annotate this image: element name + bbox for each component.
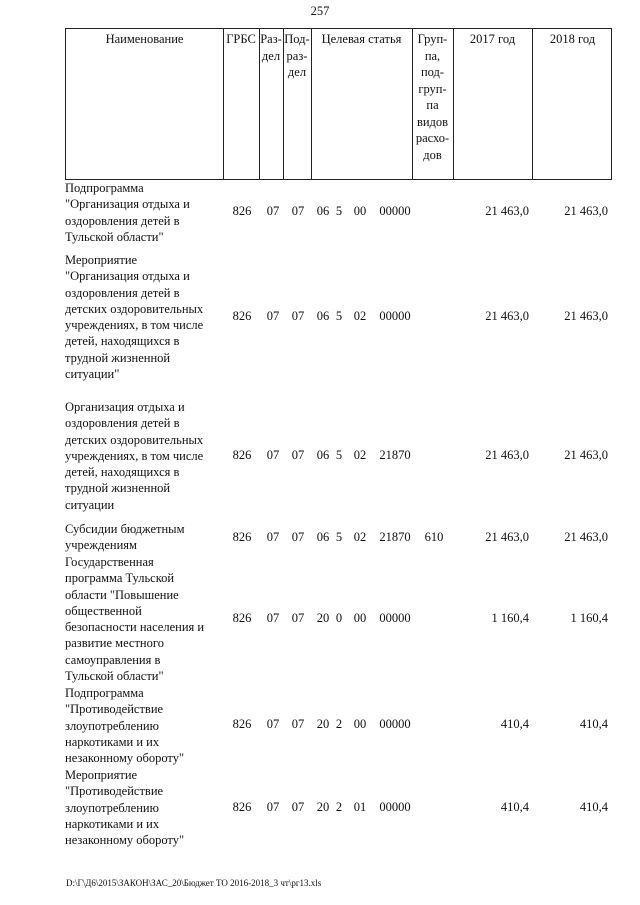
row-name-line: оздоровления детей в <box>65 416 180 431</box>
row-name-line: детских оздоровительных <box>65 301 204 316</box>
cell-podrazdel: 07 <box>291 611 305 625</box>
row-name-line: незаконному обороту" <box>65 833 185 848</box>
row-name-line: наркотиками и их <box>65 816 160 831</box>
header-razdel <box>259 31 283 64</box>
row-name-line: незаконному обороту" <box>65 751 185 766</box>
cell-razdel: 07 <box>266 309 280 323</box>
cell-cs-program: 06 <box>316 448 330 462</box>
header-celevaya: Целевая статья <box>321 32 402 46</box>
cell-podrazdel: 07 <box>291 448 305 462</box>
row-name-line: Подпрограмма <box>65 181 144 195</box>
cell-cs-event: 02 <box>353 448 367 462</box>
cell-grbs: 826 <box>232 448 252 462</box>
cell-2017: 21 463,0 <box>485 448 529 462</box>
cell-grbs: 826 <box>232 530 252 544</box>
cell-cs-subprogram: 5 <box>335 530 343 544</box>
cell-podrazdel: 07 <box>291 530 305 544</box>
header-name: Наименование <box>105 32 184 46</box>
row-name-line: области "Повышение <box>65 587 179 602</box>
row-name-line: учреждениях, в том числе <box>65 448 204 463</box>
row-name-line: ситуации <box>65 497 115 512</box>
header-vid-line: па, <box>424 48 441 63</box>
row-name-line: Организация отдыха и <box>65 400 185 414</box>
column-divider <box>223 29 224 179</box>
header-vid-line: под- <box>420 65 445 79</box>
row-name-line: программа Тульской <box>65 571 175 586</box>
cell-cs-direction: 21870 <box>379 530 411 544</box>
cell-cs-event: 01 <box>353 800 367 814</box>
header-vid-line: расхо- <box>415 131 450 145</box>
cell-cs-program: 06 <box>316 309 330 323</box>
cell-grbs: 826 <box>232 611 252 625</box>
cell-cs-subprogram: 5 <box>335 309 343 323</box>
cell-cs-subprogram: 2 <box>335 800 343 814</box>
file-path-footer: D:\Г\Д6\2015\ЗАКОН\ЗАС_20\Бюджет ТО 2016-2018_3 чт\рг13.xls <box>66 878 322 888</box>
row-name-line: "Организация отдыха и <box>65 197 190 212</box>
row-name-line: злоупотреблению <box>65 718 159 733</box>
header-vid-line: груп- <box>418 81 447 96</box>
cell-2017: 21 463,0 <box>485 530 529 544</box>
cell-grbs: 826 <box>232 717 252 731</box>
cell-cs-program: 06 <box>316 204 330 218</box>
row-name-line: учреждениям <box>65 538 137 553</box>
row-name-line: "Противодействие <box>65 702 164 717</box>
header-grbs: ГРБС <box>226 32 256 46</box>
cell-cs-direction: 21870 <box>379 448 411 462</box>
cell-cs-subprogram: 2 <box>335 717 343 731</box>
header-podrazdel-line: Под- <box>284 32 310 46</box>
cell-cs-program: 20 <box>316 800 330 814</box>
cell-razdel: 07 <box>266 611 280 625</box>
header-vid <box>412 31 453 163</box>
row-name-line: трудной жизненной <box>65 350 171 365</box>
cell-2018: 1 160,4 <box>570 611 608 625</box>
row-name <box>65 767 220 848</box>
row-name-line: "Противодействие <box>65 784 164 799</box>
cell-cs-subprogram: 0 <box>335 611 343 625</box>
column-divider <box>311 29 312 179</box>
row-name-line: Государственная <box>65 555 154 569</box>
cell-podrazdel: 07 <box>291 309 305 323</box>
cell-cs-event: 00 <box>353 204 367 218</box>
row-name-line: оздоровления детей в <box>65 213 180 228</box>
cell-cs-subprogram: 5 <box>335 204 343 218</box>
cell-cs-event: 00 <box>353 611 367 625</box>
row-name-line: безопасности населения и <box>65 620 205 635</box>
cell-razdel: 07 <box>266 530 280 544</box>
cell-razdel: 07 <box>266 800 280 814</box>
header-razdel-line: дел <box>261 48 281 63</box>
cell-cs-event: 02 <box>353 530 367 544</box>
row-name-line: Подпрограмма <box>65 686 144 700</box>
header-vid-line: па <box>426 98 439 112</box>
header-vid-line: видов <box>416 114 449 129</box>
cell-cs-event: 00 <box>353 717 367 731</box>
cell-cs-direction: 00000 <box>379 611 411 625</box>
row-name-line: детских оздоровительных <box>65 432 204 447</box>
header-podrazdel <box>283 31 311 81</box>
cell-2018: 21 463,0 <box>564 448 608 462</box>
row-name-line: Тульской области" <box>65 669 164 684</box>
header-2018: 2018 год <box>549 32 596 46</box>
cell-2017: 410,4 <box>500 800 529 814</box>
row-name-line: Тульской области" <box>65 229 164 244</box>
row-name <box>65 180 220 245</box>
row-name-line: Мероприятие <box>65 253 138 267</box>
row-name-line: развитие местного <box>65 636 164 651</box>
cell-grbs: 826 <box>232 800 252 814</box>
cell-cs-direction: 00000 <box>379 800 411 814</box>
header-podrazdel-line: дел <box>287 65 307 79</box>
row-name-line: учреждениях, в том числе <box>65 318 204 333</box>
cell-grbs: 826 <box>232 204 252 218</box>
row-name-line: детей, находящихся в <box>65 465 180 480</box>
cell-cs-direction: 00000 <box>379 309 411 323</box>
header-2017: 2017 год <box>469 32 516 46</box>
cell-podrazdel: 07 <box>291 800 305 814</box>
row-name-line: детей, находящихся в <box>65 334 180 349</box>
cell-cs-event: 02 <box>353 309 367 323</box>
cell-2017: 410,4 <box>500 717 529 731</box>
cell-2018: 21 463,0 <box>564 204 608 218</box>
header-podrazdel-line: раз- <box>286 48 308 63</box>
row-name-line: общественной <box>65 603 142 618</box>
cell-2017: 1 160,4 <box>491 611 529 625</box>
column-divider <box>532 29 533 179</box>
cell-cs-direction: 00000 <box>379 717 411 731</box>
header-vid-line: Груп- <box>417 32 448 46</box>
cell-cs-program: 06 <box>316 530 330 544</box>
cell-razdel: 07 <box>266 717 280 731</box>
row-name-line: оздоровления детей в <box>65 285 180 300</box>
cell-2018: 410,4 <box>579 717 608 731</box>
header-razdel-line: Раз- <box>260 32 282 46</box>
cell-podrazdel: 07 <box>291 717 305 731</box>
row-name <box>65 521 220 554</box>
cell-cs-program: 20 <box>316 717 330 731</box>
cell-podrazdel: 07 <box>291 204 305 218</box>
row-name <box>65 685 220 766</box>
cell-cs-program: 20 <box>316 611 330 625</box>
row-name-line: трудной жизненной <box>65 481 171 496</box>
cell-cs-subprogram: 5 <box>335 448 343 462</box>
table-header <box>65 28 612 180</box>
page-number: 257 <box>310 4 330 18</box>
row-name <box>65 252 220 382</box>
cell-razdel: 07 <box>266 448 280 462</box>
row-name-line: "Организация отдыха и <box>65 269 190 284</box>
row-name-line: самоуправления в <box>65 652 161 667</box>
row-name-line: злоупотреблению <box>65 800 159 815</box>
row-name-line: Мероприятие <box>65 768 138 782</box>
row-name-line: наркотиками и их <box>65 734 160 749</box>
row-name-line: Субсидии бюджетным <box>65 522 185 536</box>
row-name-line: ситуации" <box>65 367 120 382</box>
cell-2017: 21 463,0 <box>485 204 529 218</box>
cell-cs-direction: 00000 <box>379 204 411 218</box>
column-divider <box>453 29 454 179</box>
cell-razdel: 07 <box>266 204 280 218</box>
cell-2018: 21 463,0 <box>564 309 608 323</box>
cell-vid: 610 <box>424 530 444 544</box>
row-name <box>65 554 220 684</box>
header-vid-line: дов <box>423 147 442 162</box>
row-name <box>65 399 220 513</box>
cell-2017: 21 463,0 <box>485 309 529 323</box>
cell-2018: 410,4 <box>579 800 608 814</box>
cell-grbs: 826 <box>232 309 252 323</box>
cell-2018: 21 463,0 <box>564 530 608 544</box>
